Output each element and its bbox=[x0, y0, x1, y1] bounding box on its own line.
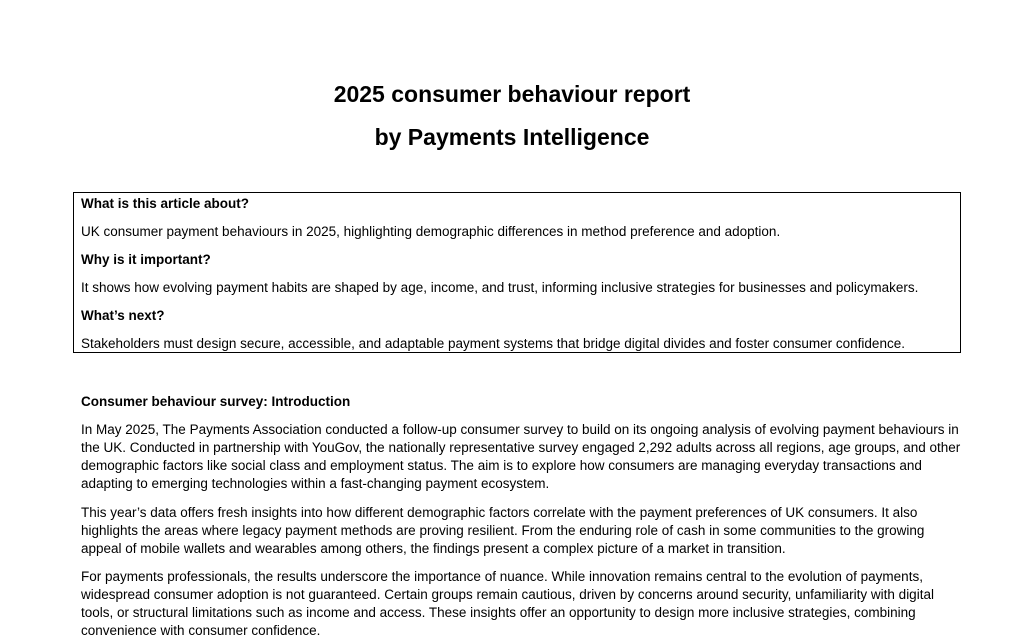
summary-answer-about: UK consumer payment behaviours in 2025, highlighting demographic differences in method preference and adoption. bbox=[81, 224, 781, 239]
summary-answer-next: Stakeholders must design secure, accessible, and adaptable payment systems that bridge digital divides and foster consumer confidence. bbox=[81, 336, 905, 351]
summary-box bbox=[73, 192, 961, 353]
summary-answer-importance: It shows how evolving payment habits are shaped by age, income, and trust, informing inclusive strategies for businesses and policymakers. bbox=[81, 280, 919, 295]
summary-question-importance: Why is it important? bbox=[81, 252, 211, 267]
report-title-line-1: 2025 consumer behaviour report bbox=[333, 81, 691, 107]
intro-paragraph-3: For payments professionals, the results underscore the importance of nuance. While innovation remains central to the evolution of payments, widespread consumer adoption is not guaranteed. Certain groups remain cautious, driven by concerns around security, unfamiliarity with digital tools, or structural limitations such as income and access. These insights offer an opportunity to design more inclusive strategies, combining convenience with consumer confidence. bbox=[81, 569, 934, 638]
summary-question-next: What’s next? bbox=[81, 308, 165, 323]
section-heading: Consumer behaviour survey: Introduction bbox=[81, 394, 351, 409]
intro-paragraph-1: In May 2025, The Payments Association conducted a follow-up consumer survey to build on its ongoing analysis of evolving payment behaviours in the UK. Conducted in partnership with YouGov, the nationally representative survey engaged 2,292 adults across all regions, age groups, and other demographic factors like social class and employment status. The aim is to explore how consumers are managing everyday transactions and adapting to emerging technologies within a fast-changing payment ecosystem. bbox=[81, 422, 961, 491]
report-title-line-2: by Payments Intelligence bbox=[374, 124, 650, 150]
intro-paragraph-2: This year’s data offers fresh insights into how different demographic factors correlate with the payment preferences of UK consumers. It also highlights the areas where legacy payment methods are proving resilient. From the enduring role of cash in some communities to the growing appeal of mobile wallets and wearables among others, the findings present a complex picture of a market in transition. bbox=[81, 505, 925, 556]
summary-question-about: What is this article about? bbox=[81, 196, 250, 211]
